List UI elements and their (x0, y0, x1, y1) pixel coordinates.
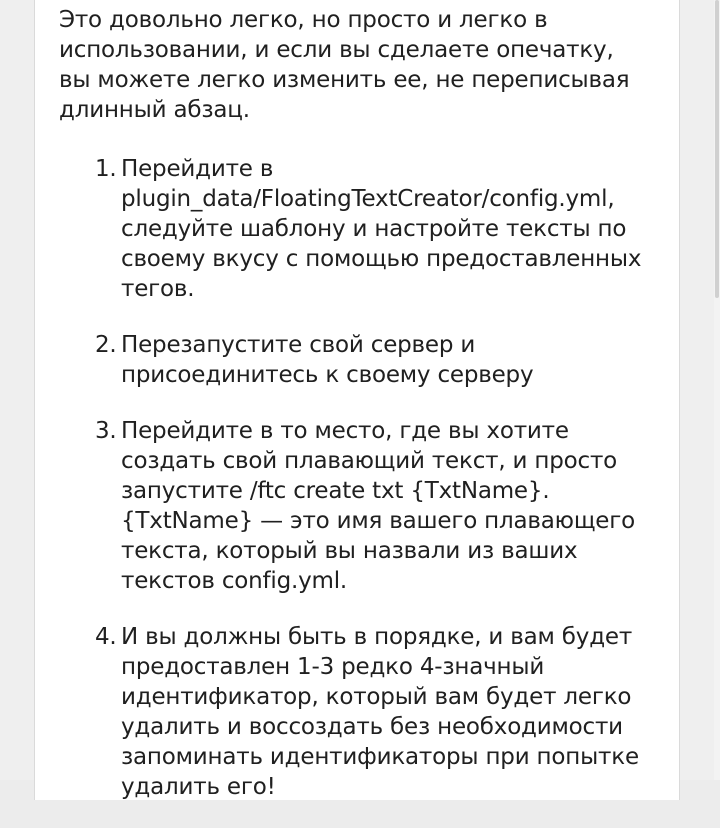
step-text: Перезапустите свой сервер и присоединитесь к своему серверу (121, 332, 534, 388)
steps-list (59, 154, 659, 802)
intro-paragraph: Это довольно легко, но просто и легко в использовании, и если вы сделаете опечатку, вы можете легко изменить ее, не переписывая длинный абзац. (59, 7, 630, 123)
article-card (34, 0, 680, 800)
step-number: 3. (95, 418, 117, 444)
step-number: 2. (95, 332, 117, 358)
list-item (59, 622, 659, 802)
step-text: И вы должны быть в порядке, и вам будет предоставлен 1-3 редко 4-значный идентификатор, который вам будет легко удалить и воссоздать без необходимости запоминать идентификаторы при попытке удалить его! (121, 624, 639, 800)
step-text: Перейдите в plugin_data/FloatingTextCreator/config.yml, следуйте шаблону и настройте тексты по своему вкусу с помощью предоставленных тегов. (121, 156, 642, 302)
list-item (59, 154, 659, 304)
scrollbar[interactable] (714, 0, 720, 780)
list-item (59, 330, 659, 390)
scrollbar-thumb[interactable] (715, 0, 719, 298)
step-number: 1. (95, 156, 117, 182)
article-body (59, 5, 659, 828)
step-number: 4. (95, 624, 117, 650)
step-text: Перейдите в то место, где вы хотите создать свой плавающий текст, и просто запустите /ftc create txt {TxtName}. {TxtName} — это имя вашего плавающего текста, который вы назвали из ваших текстов config.yml. (121, 418, 635, 594)
list-item (59, 416, 659, 596)
